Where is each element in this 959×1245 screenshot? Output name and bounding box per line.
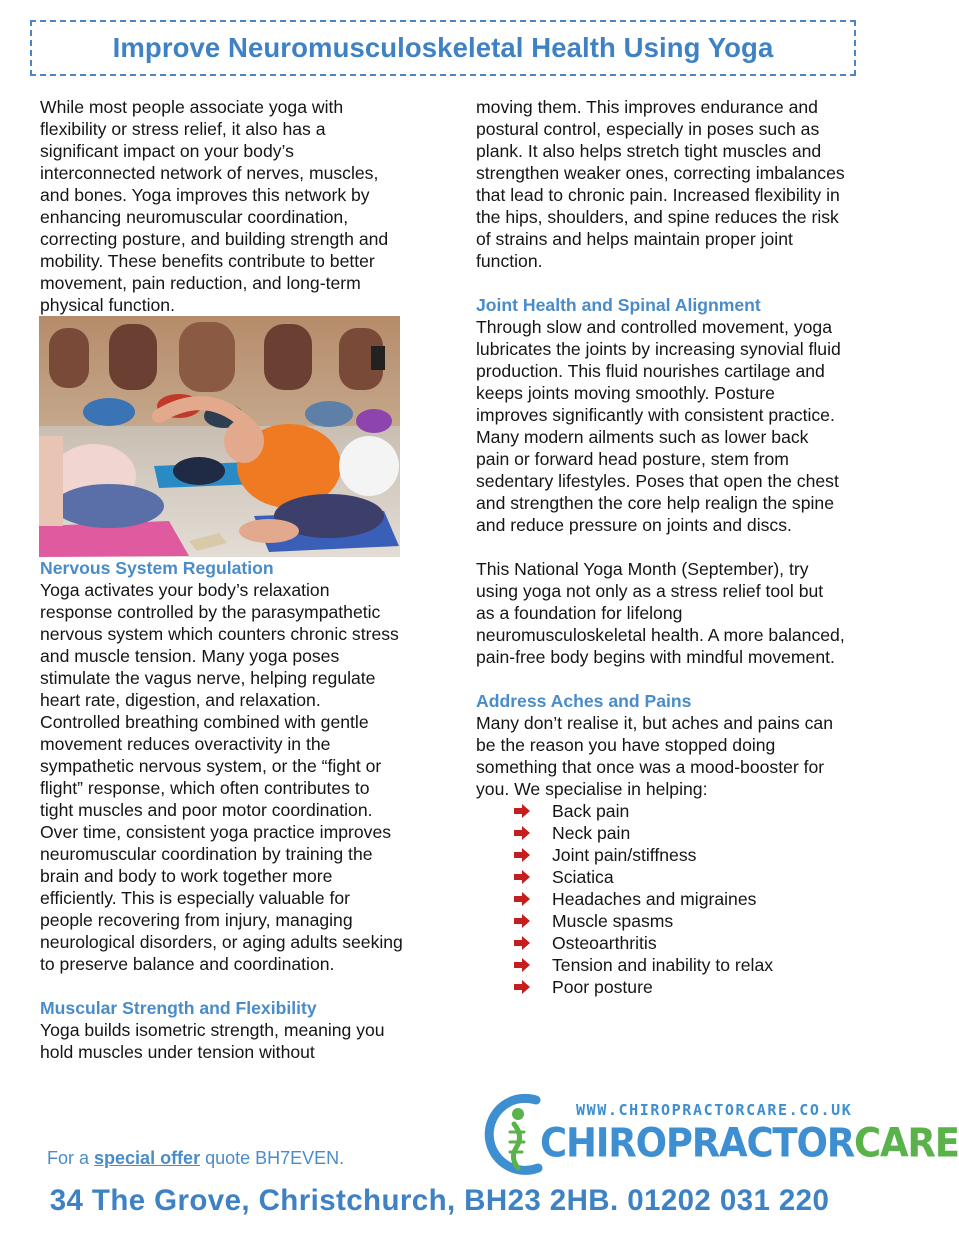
list-item: Back pain — [514, 800, 846, 822]
list-item: Neck pain — [514, 822, 846, 844]
arrow-bullet-icon — [514, 848, 552, 862]
arrow-bullet-icon — [514, 804, 552, 818]
aches-body: Many don’t realise it, but aches and pains can be the reason you have stopped doing something that once was a mood-booster for you. We specialise in helping: — [476, 713, 833, 799]
arrow-bullet-icon — [514, 980, 552, 994]
list-item: Poor posture — [514, 976, 846, 998]
arrow-bullet-icon — [514, 892, 552, 906]
intro-paragraph: While most people associate yoga with flexibility or stress relief, it also has a significant impact on your body’s interconnected network of nerves, muscles, and bones. Yoga improves this network by enhancing neuromuscular coordination, correcting posture, and building strength and mobility. These benefits contribute to better movement, pain reduction, and long-term physical function. — [40, 97, 389, 315]
aches-heading: Address Aches and Pains — [476, 691, 692, 711]
nervous-heading: Nervous System Regulation — [40, 558, 274, 578]
arrow-bullet-icon — [514, 936, 552, 950]
address-phone-footer: 34 The Grove, Christchurch, BH23 2HB. 01202 031 220 — [49, 1184, 830, 1217]
list-item: Tension and inability to relax — [514, 954, 846, 976]
special-offer-link[interactable]: special offer — [94, 1148, 201, 1168]
joint-heading: Joint Health and Spinal Alignment — [476, 295, 761, 315]
muscular-body-right: moving them. This improves endurance and postural control, especially in poses such as plank. It also helps stretch tight muscles and strengthen weaker ones, correcting imbalances that lead to chronic pain. Increased flexibility in the hips, shoulders, and spine reduces the risk of strains and helps maintain proper joint function. — [476, 97, 845, 271]
page-title: Improve Neuromusculoskeletal Health Using Yoga — [112, 32, 774, 63]
special-offer-line: For a special offer quote BH7EVEN. — [47, 1148, 345, 1168]
website-url[interactable]: WWW.CHIROPRACTORCARE.CO.UK — [576, 1101, 853, 1119]
list-item: Muscle spasms — [514, 910, 846, 932]
joint-body: Through slow and controlled movement, yoga lubricates the joints by increasing synovial fluid production. This fluid nourishes cartilage and keeps joints moving smoothly. Posture improves significantly with consistent practice. Many modern ailments such as lower back pain or forward head posture, stem from sedentary lifestyles. Poses that open the chest and strengthen the core help realign the spine and reduce pressure on joints and discs. — [476, 317, 841, 535]
muscular-heading: Muscular Strength and Flexibility — [40, 998, 317, 1018]
right-column — [476, 96, 846, 998]
arrow-bullet-icon — [514, 826, 552, 840]
list-item: Osteoarthritis — [514, 932, 846, 954]
arrow-bullet-icon — [514, 870, 552, 884]
title-banner — [30, 20, 856, 76]
arrow-bullet-icon — [514, 914, 552, 928]
yoga-month-paragraph: This National Yoga Month (September), try using yoga not only as a stress relief tool but as a foundation for lifelong neuromusculoskeletal health. A more balanced, pain-free body begins with mindful movement. — [476, 559, 845, 667]
brand-name: CHIROPRACTORCARE — [540, 1120, 959, 1167]
list-item: Sciatica — [514, 866, 846, 888]
nervous-body: Yoga activates your body’s relaxation response controlled by the parasympathetic nervous system which counters chronic stress and muscle tension. Many yoga poses stimulate the vagus nerve, helping regulate heart rate, digestion, and relaxation. Controlled breathing combined with gentle movement reduces overactivity in the sympathetic nervous system, or the “fight or flight” response, which often contributes to tight muscles and poor motor coordination. Over time, consistent yoga practice improves neuromuscular coordination by training the brain and body to work together more efficiently. This is especially valuable for people recovering from injury, managing neurological disorders, or aging adults seeking to preserve balance and coordination. — [40, 580, 403, 974]
muscular-body-left: Yoga builds isometric strength, meaning you hold muscles under tension without — [40, 1020, 385, 1062]
left-column — [40, 96, 405, 1063]
yoga-class-photo — [39, 316, 400, 557]
conditions-list — [514, 800, 846, 998]
chiropractor-care-logo — [478, 1088, 959, 1178]
arrow-bullet-icon — [514, 958, 552, 972]
list-item: Joint pain/stiffness — [514, 844, 846, 866]
list-item: Headaches and migraines — [514, 888, 846, 910]
